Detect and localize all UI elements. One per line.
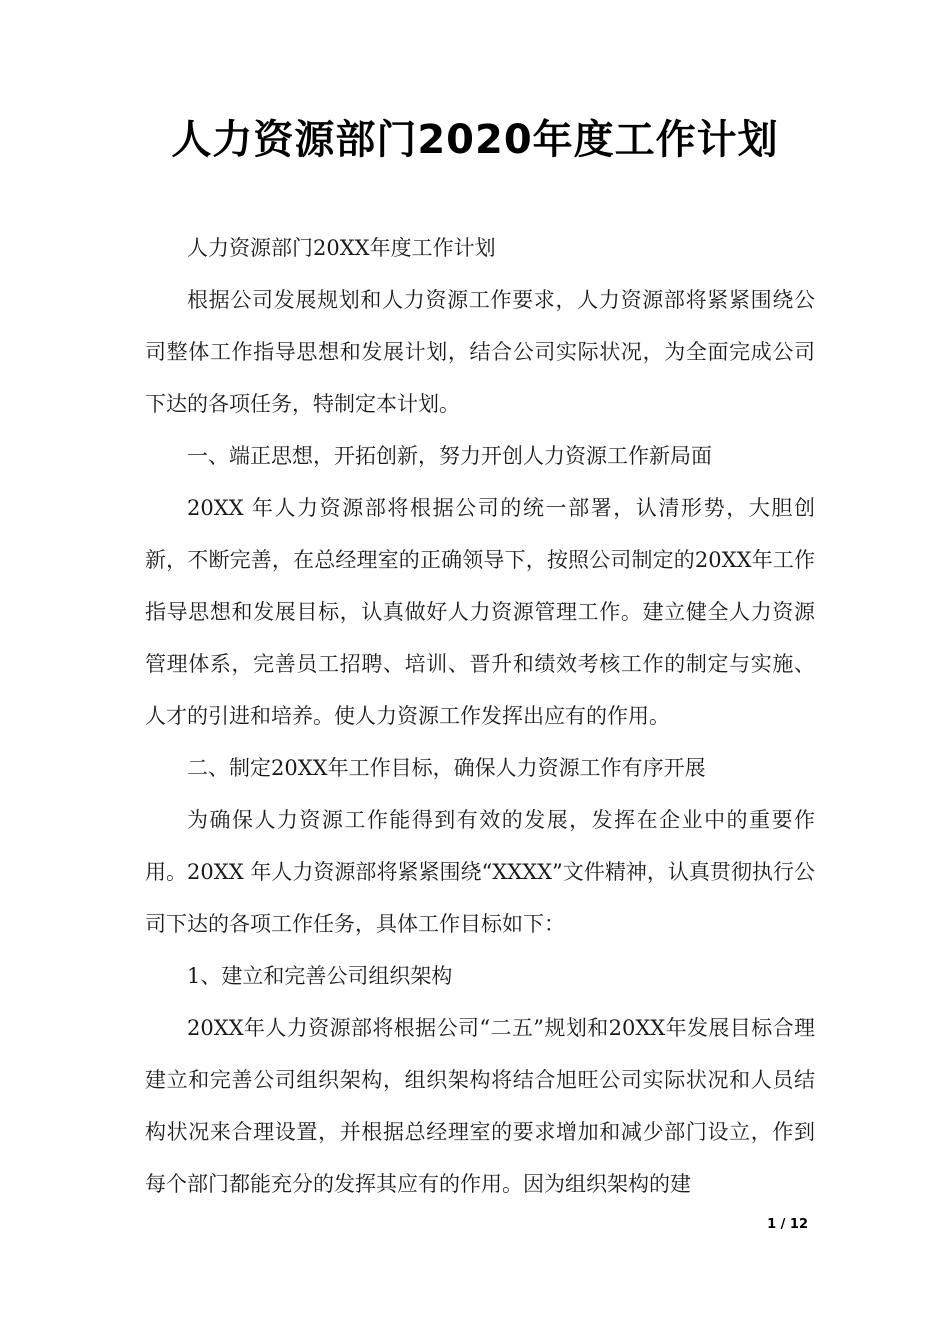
paragraph-intro: 根据公司发展规划和人力资源工作要求，人力资源部将紧紧围绕公司整体工作指导思想和发展计划，结合公司实际状况，为全面完成公司下达的各项任务，特制定本计划。 [145, 288, 815, 416]
paragraph-section-2: 为确保人力资源工作能得到有效的发展，发挥在企业中的重要作用。20XX 年人力资源部将紧紧围绕“XXXX”文件精神，认真贯彻执行公司下达的各项工作任务，具体工作目标如下： [145, 808, 815, 936]
document-body [145, 222, 815, 1210]
document-title: 人力资源部门2020年度工作计划 [171, 117, 779, 163]
page-number: 1 / 12 [767, 1217, 808, 1232]
section-heading-1: 一、端正思想，开拓创新，努力开创人力资源工作新局面 [187, 444, 712, 468]
section-heading-2: 二、制定20XX年工作目标，确保人力资源工作有序开展 [187, 756, 706, 780]
paragraph-subsection-1: 20XX年人力资源部将根据公司“二五”规划和20XX年发展目标合理建立和完善公司组织架构，组织架构将结合旭旺公司实际状况和人员结构状况来合理设置，并根据总经理室的要求增加和减少部门设立，作到每个部门都能充分的发挥其应有的作用。因为组织架构的建 [145, 1016, 815, 1196]
subsection-heading-1: 1、建立和完善公司组织架构 [187, 964, 453, 988]
paragraph-subtitle: 人力资源部门20XX年度工作计划 [187, 236, 496, 260]
paragraph-section-1: 20XX 年人力资源部将根据公司的统一部署，认清形势，大胆创新，不断完善，在总经理室的正确领导下，按照公司制定的20XX年工作指导思想和发展目标，认真做好人力资源管理工作。建立健全人力资源管理体系，完善员工招聘、培训、晋升和绩效考核工作的制定与实施、人才的引进和培养。使人力资源工作发挥出应有的作用。 [145, 496, 815, 728]
